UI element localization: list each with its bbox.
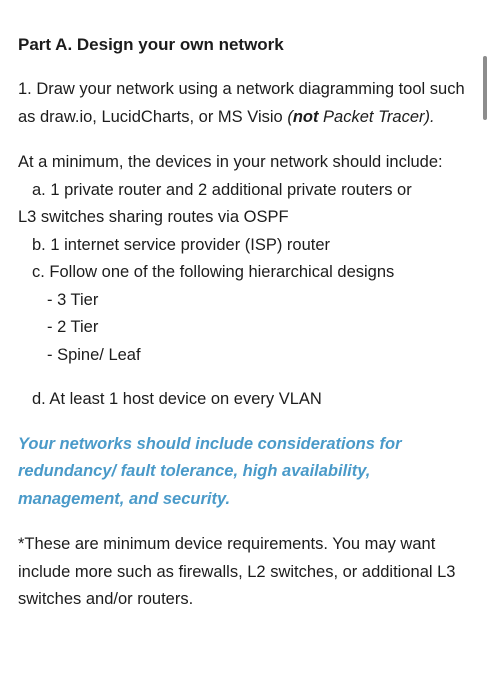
item-a-line1: a. 1 private router and 2 additional private routers or — [32, 180, 412, 199]
footnote: *These are minimum device requirements. You may want include more such as firewalls, L2 switches, or additional L3 switches and/or routers. — [18, 535, 456, 608]
tier-option: - Spine/ Leaf — [47, 345, 141, 364]
step-1-italic-note: (not Packet Tracer). — [287, 107, 435, 126]
item-d: d. At least 1 host device on every VLAN — [32, 390, 322, 408]
tier-option: - 2 Tier — [47, 318, 99, 336]
requirements-block — [18, 149, 473, 369]
not-emphasis: not — [292, 107, 319, 126]
item-c: c. Follow one of the following hierarchical designs — [32, 263, 395, 281]
tier-option: - 3 Tier — [47, 290, 99, 309]
step-1-text: 1. Draw your network using a network diagramming tool such as draw.io, LucidCharts, or MS Visio — [18, 80, 465, 126]
scrollbar-thumb[interactable] — [483, 56, 487, 120]
item-b: b. 1 internet service provider (ISP) router — [32, 235, 331, 254]
section-heading: Part A. Design your own network — [18, 35, 284, 54]
document-content — [18, 31, 473, 614]
requirements-intro: At a minimum, the devices in your network should include: — [18, 153, 443, 171]
considerations-note: Your networks should include considerations for redundancy/ fault tolerance, high availability, management, and security. — [18, 434, 402, 508]
step-1-paragraph — [18, 76, 473, 131]
item-a-line2: L3 switches sharing routes via OSPF — [18, 208, 289, 226]
